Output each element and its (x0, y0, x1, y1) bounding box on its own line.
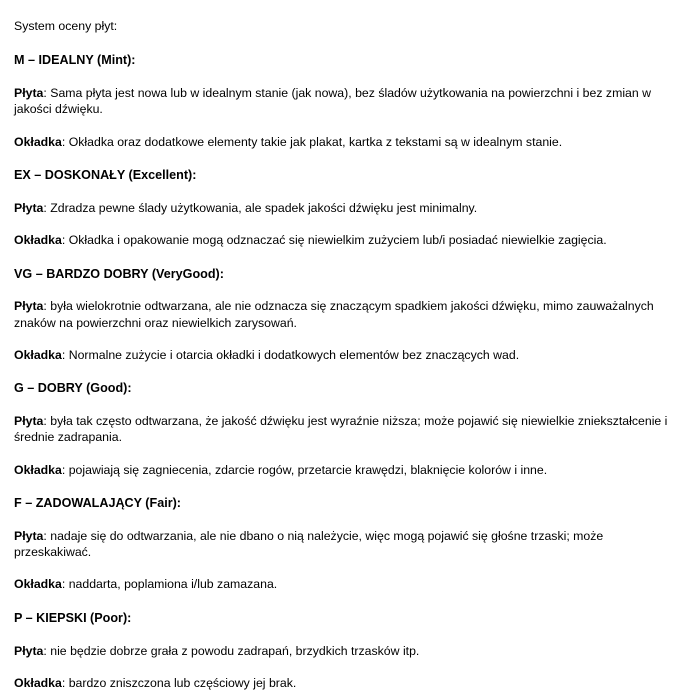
entry-text: : była tak często odtwarzana, że jakość dźwięku jest wyraźnie niższa; może pojawić się niewielkie zniekształcenie i średnie zadrapania. (14, 414, 668, 445)
entry-label: Okładka (14, 347, 62, 362)
entry-label: Płyta (14, 299, 44, 314)
entry-label: Okładka (14, 233, 62, 248)
grade-entry (14, 134, 678, 150)
entry-label: Płyta (14, 643, 44, 658)
entry-text: : Okładka i opakowanie mogą odznaczać się niewielkim zużyciem lub/i posiadać niewielkie zagięcia. (61, 233, 607, 248)
entry-label: Okładka (14, 134, 62, 149)
entry-text: : była wielokrotnie odtwarzana, ale nie odznacza się znaczącym spadkiem jakości dźwięku, mimo zauważalnych znaków na powierzchni oraz niewielkich zarysowań. (14, 299, 654, 330)
grade-block-fair (14, 495, 678, 593)
entry-text: : pojawiają się zagniecenia, zdarcie rogów, przetarcie krawędzi, blaknięcie kolorów i inne. (61, 462, 548, 477)
grade-block-mint (14, 52, 678, 150)
grade-entry (14, 462, 678, 478)
grade-entry (14, 347, 678, 363)
entry-label: Okładka (14, 462, 62, 477)
grade-entry (14, 85, 678, 118)
entry-text: : Zdradza pewne ślady użytkowania, ale spadek jakości dźwięku jest minimalny. (43, 200, 478, 215)
grade-heading: P – KIEPSKI (Poor): (14, 610, 132, 625)
grade-entry (14, 675, 678, 691)
grade-block-verygood (14, 266, 678, 364)
entry-label: Okładka (14, 675, 62, 690)
grade-block-good (14, 380, 678, 478)
grade-entry (14, 200, 678, 216)
grade-heading: VG – BARDZO DOBRY (VeryGood): (14, 266, 224, 281)
entry-label: Okładka (14, 577, 62, 592)
entry-text: : nadaje się do odtwarzania, ale nie dbano o nią należycie, więc mogą pojawić się głośne trzaski; może przeskakiwać. (14, 528, 604, 560)
entry-text: : nie będzie dobrze grała z powodu zadrapań, brzydkich trzasków itp. (43, 643, 420, 658)
grade-heading: M – IDEALNY (Mint): (14, 53, 136, 68)
entry-label: Płyta (14, 86, 44, 101)
grade-entry (14, 528, 678, 561)
entry-label: Płyta (14, 200, 44, 215)
grade-heading: F – ZADOWALAJĄCY (Fair): (14, 496, 181, 511)
grade-heading: EX – DOSKONAŁY (Excellent): (14, 168, 197, 183)
grade-entry (14, 413, 678, 446)
entry-text: : Sama płyta jest nowa lub w idealnym stanie (jak nowa), bez śladów użytkowania na powierzchni i bez zmian w jakości dźwięku. (14, 86, 652, 117)
grade-heading: G – DOBRY (Good): (14, 381, 132, 396)
entry-label: Płyta (14, 528, 44, 543)
entry-text: : naddarta, poplamiona i/lub zamazana. (61, 577, 278, 592)
grade-entry (14, 232, 678, 248)
grade-entry (14, 298, 678, 331)
grade-block-poor (14, 610, 678, 691)
intro-text: System oceny płyt: (14, 19, 118, 33)
entry-text: : Normalne zużycie i otarcia okładki i dodatkowych elementów bez znaczących wad. (61, 347, 520, 362)
grade-block-excellent (14, 167, 678, 248)
entry-text: : Okładka oraz dodatkowe elementy takie jak plakat, kartka z tekstami są w idealnym stanie. (61, 134, 563, 149)
grade-entry (14, 643, 678, 659)
entry-label: Płyta (14, 414, 44, 429)
grade-entry (14, 576, 678, 592)
entry-text: : bardzo zniszczona lub częściowy jej brak. (61, 675, 297, 690)
